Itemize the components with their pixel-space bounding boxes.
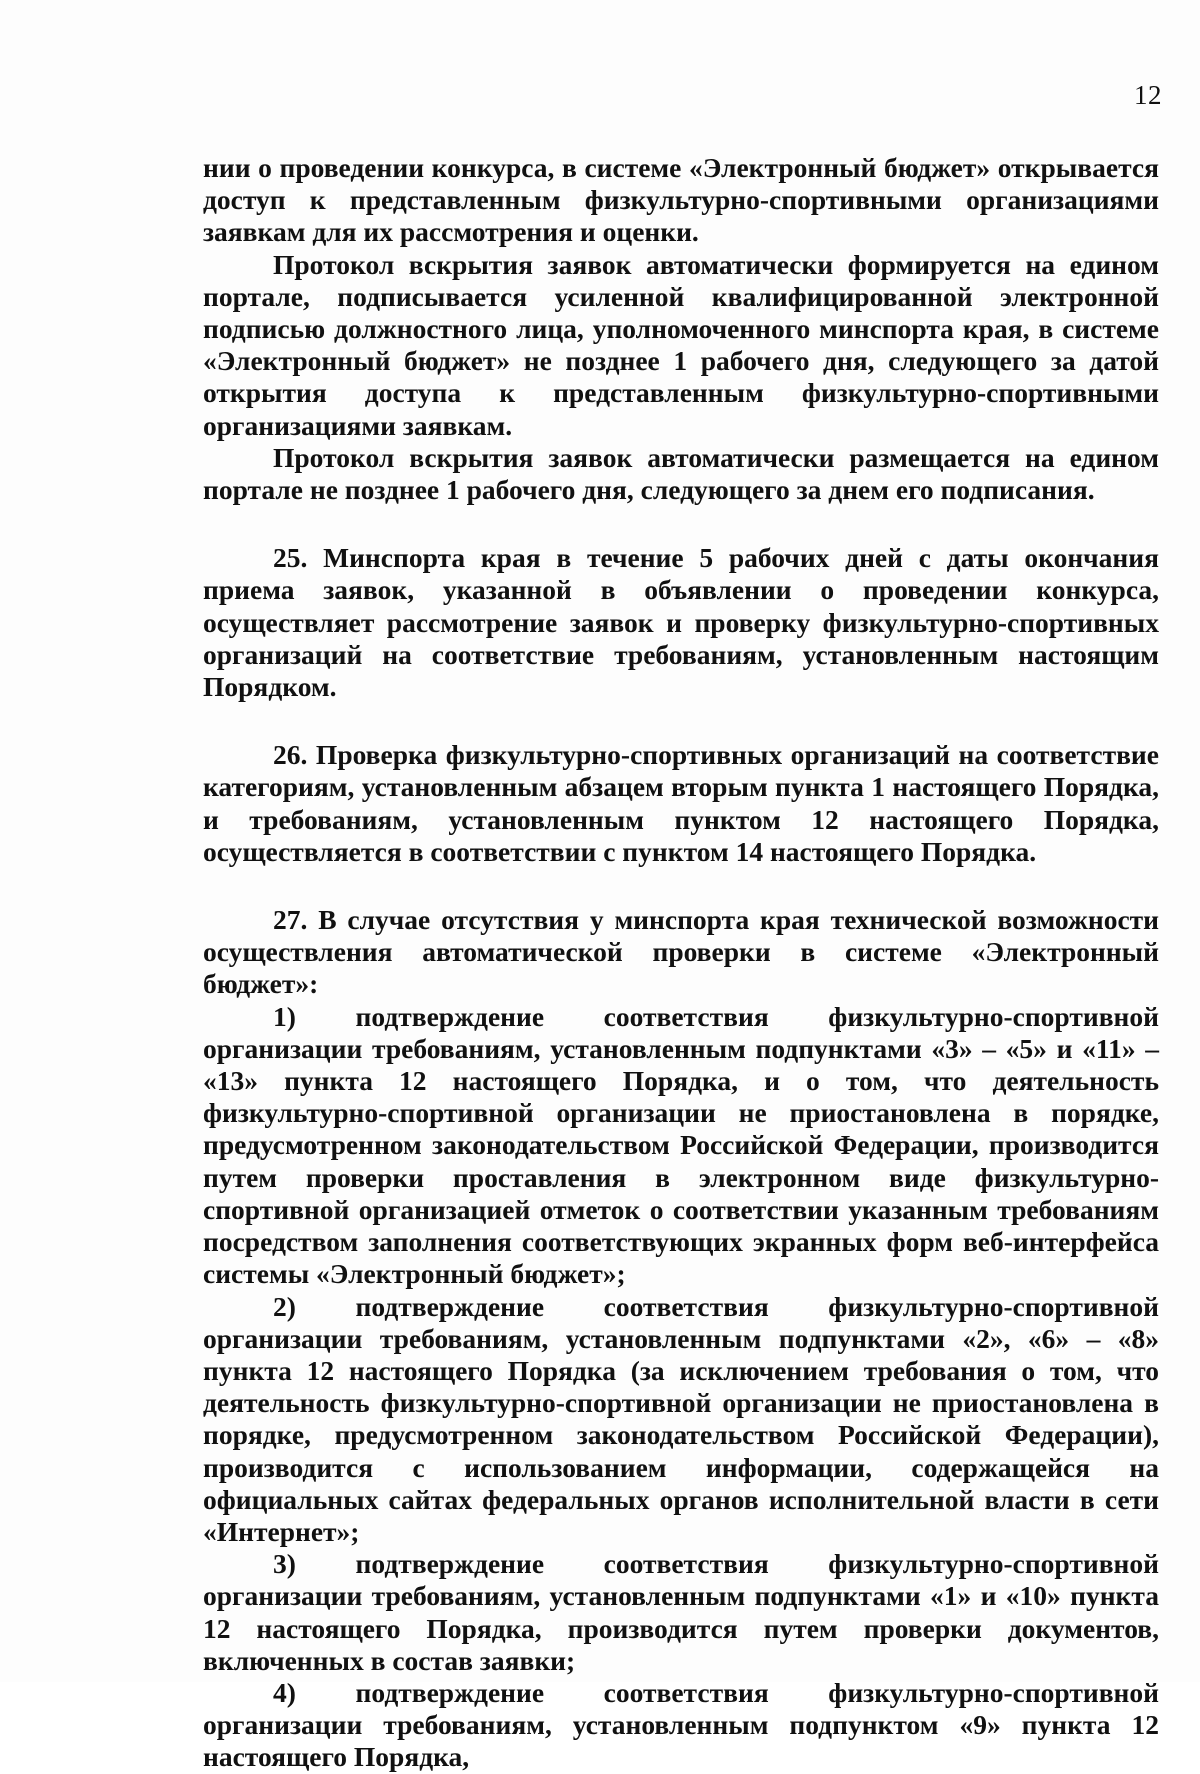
paragraph-item-25: 25. Минспорта края в течение 5 рабочих дней с даты окончания приема заявок, указанной в объявлении о проведении конкурса, осуществляет рассмотрение заявок и проверку физкультурно-спортивных организаций на соответствие требованиям, установленным настоящим Порядком. — [203, 542, 1159, 703]
paragraph-continuation: нии о проведении конкурса, в системе «Электронный бюджет» открывается доступ к представленным физкультурно-спортивными организациями заявкам для их рассмотрения и оценки. — [203, 152, 1159, 248]
paragraph-subitem-2: 2) подтверждение соответствия физкультурно-спортивной организации требованиям, установленным подпунктами «2», «6» – «8» пункта 12 настоящего Порядка (за исключением требования о том, что деятельность физкультурно-спортивной организации не приостановлена в порядке, предусмотренном законодательством Российской Федерации), производится с использованием информации, содержащейся на официальных сайтах федеральных органов исполнительной власти в сети «Интернет»; — [203, 1290, 1159, 1547]
paragraph-item-27: 27. В случае отсутствия у минспорта края технической возможности осуществления автоматической проверки в системе «Электронный бюджет»: — [203, 904, 1159, 1000]
page-number: 12 — [1134, 80, 1162, 110]
document-body — [203, 152, 1159, 1774]
paragraph-item-26: 26. Проверка физкультурно-спортивных организаций на соответствие категориям, установленным абзацем вторым пункта 1 настоящего Порядка, и требованиям, установленным пунктом 12 настоящего Порядка, осуществляется в соответствии с пунктом 14 настоящего Порядка. — [203, 739, 1159, 867]
paragraph-subitem-4: 4) подтверждение соответствия физкультурно-спортивной организации требованиям, установленным подпунктом «9» пункта 12 настоящего Порядка, — [203, 1676, 1159, 1773]
paragraph-subitem-3: 3) подтверждение соответствия физкультурно-спортивной организации требованиям, установленным подпунктами «1» и «10» пункта 12 настоящего Порядка, производится путем проверки документов, включенных в состав заявки; — [203, 1548, 1159, 1676]
paragraph-protocol-publication: Протокол вскрытия заявок автоматически размещается на едином портале не позднее 1 рабочего дня, следующего за днем его подписания. — [203, 441, 1159, 506]
paragraph-subitem-1: 1) подтверждение соответствия физкультурно-спортивной организации требованиям, установленным подпунктами «3» – «5» и «11» – «13» пункта 12 настоящего Порядка, и о том, что деятельность физкультурно-спортивной организации не приостановлена в порядке, предусмотренном законодательством Российской Федерации, производится путем проверки проставления в электронном виде физкультурно-спортивной организацией отметок о соответствии указанным требованиям посредством заполнения соответствующих экранных форм веб-интерфейса системы «Электронный бюджет»; — [203, 1000, 1159, 1290]
paragraph-protocol-formation: Протокол вскрытия заявок автоматически формируется на едином портале, подписывается усиленной квалифицированной электронной подписью должностного лица, уполномоченного минспорта края, в системе «Электронный бюджет» не позднее 1 рабочего дня, следующего за датой открытия доступа к представленным физкультурно-спортивными организациями заявкам. — [203, 248, 1159, 441]
